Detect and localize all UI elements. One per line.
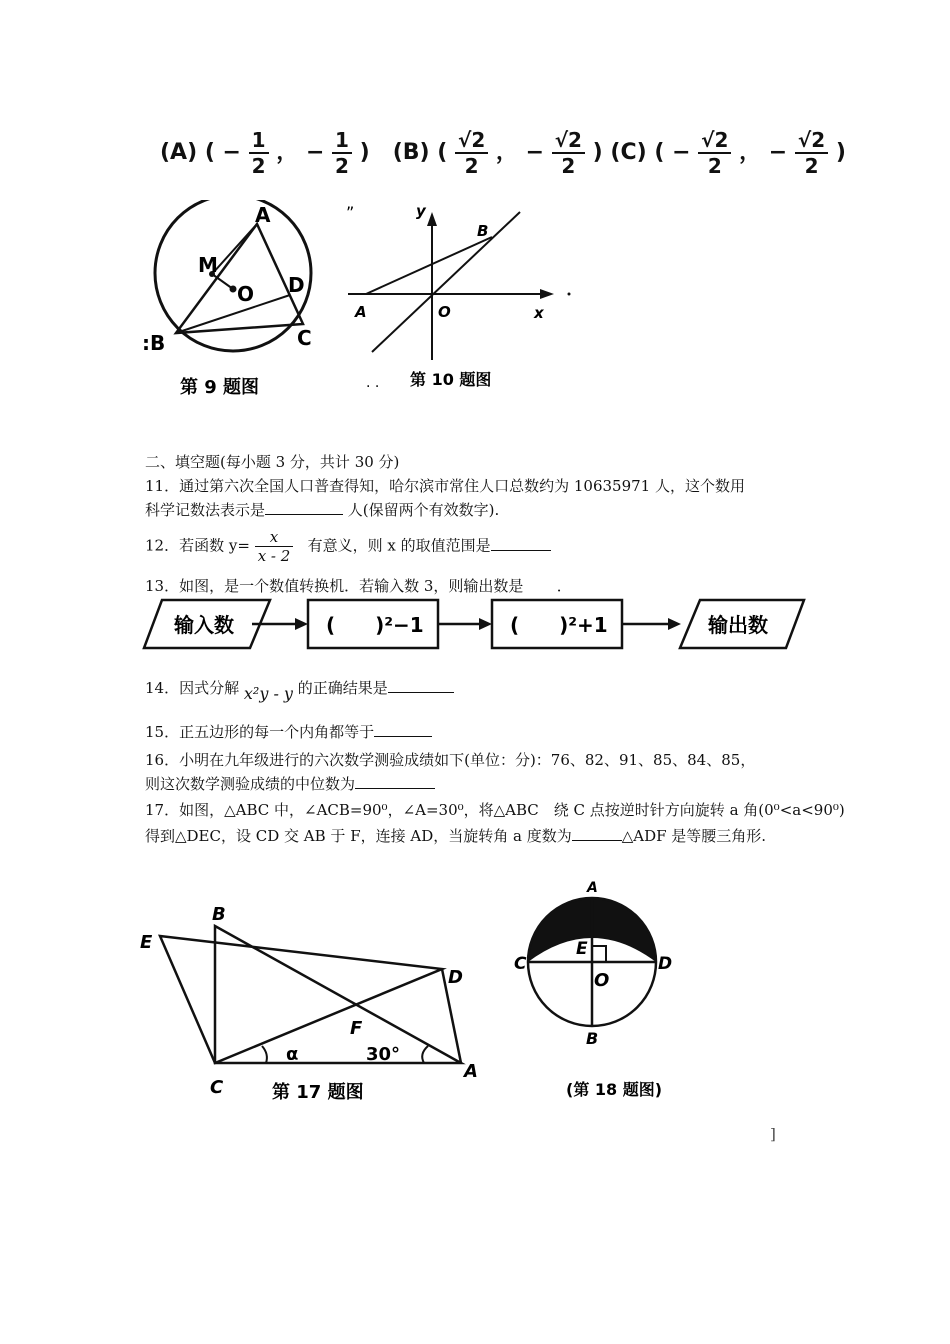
fig18-caption: (第 18 题图) <box>566 1080 663 1099</box>
answer-options-row: (A) ( − $\frac{1}{2}$ ， − $\frac{1}{2}$ ) (B) ( $\frac{√2}{2}$ ， − $\frac{√2}{2}$ ) (C) ( − $\frac{√2}{2}$ ， − $\frac{√2}{2}$ ) <box>160 128 846 178</box>
option-a-label: (A) <box>160 140 198 165</box>
answer-blank-15[interactable] <box>374 722 432 737</box>
fig18-label-a: A <box>587 880 598 896</box>
option-b-fraction-1: $\frac{√2}{2}$ <box>455 128 488 178</box>
fig17-angle-30-arc <box>422 1046 428 1063</box>
q12-fraction: $\frac{x}{x - 2}$ <box>255 528 294 565</box>
fig10-label-a: A <box>355 303 367 321</box>
q14-expression: x²y - y <box>243 684 293 703</box>
conversion-machine <box>140 596 810 652</box>
fig17-label-d: D <box>448 967 463 988</box>
fig10-stray-dots: . . <box>366 375 380 391</box>
machine-box-1-text: ( )²−1 <box>326 613 424 637</box>
stray-bracket: ] <box>770 1125 776 1143</box>
figure-10 <box>340 200 580 395</box>
option-a-fraction-2: $\frac{1}{2}$ <box>332 128 352 178</box>
fig10-label-b: B <box>477 222 489 240</box>
machine-input: 输入数 <box>174 613 234 637</box>
fig9-label-m: M <box>198 253 218 277</box>
option-b-fraction-2: $\frac{√2}{2}$ <box>552 128 585 178</box>
fig18-label-b: B <box>586 1029 599 1048</box>
answer-blank-16[interactable] <box>355 774 435 789</box>
question-16-line-1: 16．小明在九年级进行的六次数学测验成绩如下(单位：分)：76、82、91、85、84、85， <box>145 751 756 769</box>
question-17-line-1: 17．如图，△ABC 中，∠ACB=90⁰，∠A=30⁰，将△ABC 绕 C 点按逆时针方向旋转 a 角(0⁰<a<90⁰) <box>145 801 845 819</box>
answer-blank-12[interactable] <box>491 536 551 551</box>
fig18-label-c: C <box>514 954 527 974</box>
fig18-label-d: D <box>658 954 673 974</box>
figure-17 <box>138 900 488 1110</box>
figure-9 <box>140 200 340 405</box>
fig9-point-o <box>230 286 237 293</box>
fig9-label-c: C <box>297 326 312 350</box>
option-c-fraction-2: $\frac{√2}{2}$ <box>795 128 828 178</box>
question-14: 14．因式分解 x²y - y 的正确结果是 <box>145 678 454 698</box>
option-c-fraction-1: $\frac{√2}{2}$ <box>698 128 731 178</box>
option-c-label: (C) <box>610 140 647 165</box>
fig17-label-c: C <box>210 1077 224 1098</box>
fig10-y-arrow <box>427 212 437 226</box>
fig10-label-o: O <box>438 303 451 321</box>
fig17-angle-alpha-arc <box>262 1046 267 1063</box>
arrow-1-head <box>295 618 308 630</box>
option-b-label: (B) <box>392 140 430 165</box>
fig17-label-30-degree: 30° <box>366 1044 401 1065</box>
arrow-3-head <box>668 618 681 630</box>
fig18-label-o: O <box>594 970 610 991</box>
fig17-label-alpha: α <box>286 1044 299 1065</box>
fig9-label-d: D <box>288 273 305 297</box>
machine-box-2-text: ( )²+1 <box>510 613 608 637</box>
fig9-label-a: A <box>255 203 271 227</box>
fig10-label-y: y <box>416 202 426 220</box>
question-16-line-2: 则这次数学测验成绩的中位数为 <box>145 774 435 794</box>
fig18-label-e: E <box>576 939 588 959</box>
answer-blank-14[interactable] <box>388 678 454 693</box>
fig10-line-ab <box>366 237 492 294</box>
arrow-2-head <box>479 618 492 630</box>
option-a-fraction-1: $\frac{1}{2}$ <box>249 128 269 178</box>
fig17-label-a: A <box>464 1061 478 1082</box>
figure-18 <box>510 876 700 1106</box>
question-15: 15．正五边形的每一个内角都等于 <box>145 722 432 742</box>
question-11-line-2: 科学记数法表示是 人(保留两个有效数字). <box>145 501 500 519</box>
answer-blank-11[interactable] <box>265 500 343 515</box>
question-13: 13．如图，是一个数值转换机．若输入数 3，则输出数是 ． <box>145 577 572 595</box>
question-12: 12．若函数 y= $\frac{x}{x - 2}$ 有意义，则 x 的取值范围是 <box>145 528 551 565</box>
section-heading: 二、填空题(每小题 3 分，共计 30 分) <box>145 453 400 471</box>
fig10-caption: 第 10 题图 <box>410 370 492 389</box>
machine-output: 输出数 <box>708 613 768 637</box>
fig10-x-arrow <box>540 289 554 299</box>
question-17-line-2: 得到△DEC，设 CD 交 AB 于 F，连接 AD，当旋转角 a 度数为 △ADF 是等腰三角形. <box>145 827 767 845</box>
fig17-label-f: F <box>350 1018 363 1039</box>
fig9-triangle-abc <box>176 224 303 333</box>
fig17-label-e: E <box>140 932 153 953</box>
fig10-stray-dot <box>568 293 571 296</box>
fig9-label-o: O <box>237 282 255 306</box>
fig9-caption: 第 9 题图 <box>180 377 260 398</box>
fig17-label-b: B <box>212 904 226 925</box>
question-11-line-1: 11．通过第六次全国人口普查得知，哈尔滨市常住人口总数约为 10635971 人，这个数用 <box>145 477 745 495</box>
fig10-tick-mark: ” <box>346 203 355 222</box>
fig10-label-x: x <box>534 304 544 322</box>
fig9-segment-ma <box>212 224 257 274</box>
fig17-caption: 第 17 题图 <box>272 1082 364 1103</box>
fig9-label-b: :B <box>142 331 166 355</box>
fig18-right-angle-mark <box>592 946 606 962</box>
answer-blank-17[interactable] <box>572 826 622 841</box>
